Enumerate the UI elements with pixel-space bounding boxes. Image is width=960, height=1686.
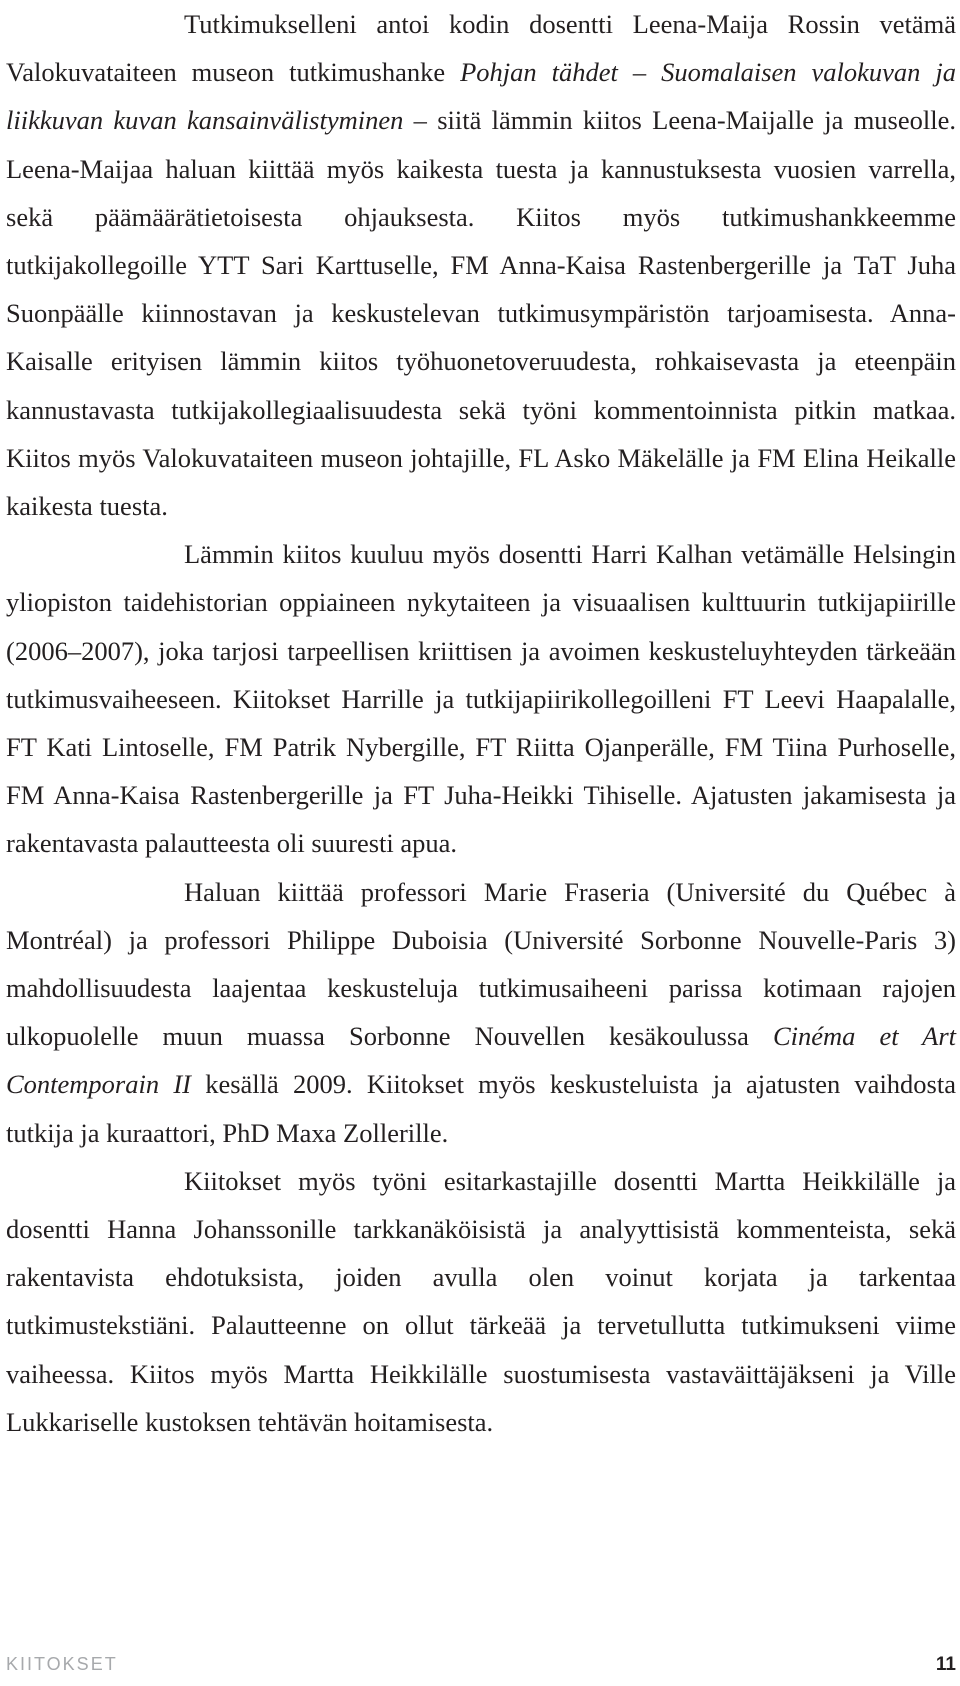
- paragraph-3-text-b: kesällä 2009. Kiitokset myös keskusteluista ja ajatusten vaihdosta tutkija ja kuraattori, PhD Maxa Zollerille.: [6, 1069, 956, 1148]
- page-body: [6, 0, 956, 1446]
- page-footer: [0, 1654, 960, 1682]
- paragraph-4: Kiitokset myös työni esitarkastajille dosentti Martta Heikkilälle ja dosentti Hanna Johanssonille tarkkanäköisistä ja analyyttisistä kommenteista, sekä rakentavista ehdotuksista, joiden avulla olen voinut korjata ja tarkentaa tutkimustekstiäni. Palautteenne on ollut tärkeää ja tervetullutta tutkimukseni viime vaiheessa. Kiitos myös Martta Heikkilälle suostumisesta vastaväittäjäkseni ja Ville Lukkariselle kustoksen tehtävän hoitamisesta.: [6, 1165, 956, 1437]
- page-number: 11: [935, 1654, 956, 1675]
- paragraph-3-text-a: Haluan kiittää professori Marie Fraseria (Université du Québec à Montréal) ja professori Philippe Duboisia (Université Sorbonne Nouvelle-Paris 3) mahdollisuudesta laajentaa keskusteluja tutkimusaiheeni parissa kotimaan rajojen ulkopuolelle muun muassa Sorbonne Nouvellen kesäkoulussa: [6, 876, 956, 1052]
- acknowledgements-text: [6, 0, 956, 1446]
- project-title-italic: Pohjan tähdet – Suomalaisen valokuvan ja liikkuvan kuvan kansainvälistyminen: [6, 57, 956, 136]
- paragraph-1-text-b: – siitä lämmin kiitos Leena-Maijalle ja museolle. Leena-Maijaa haluan kiittää myös kaikesta tuesta ja kannustuksesta vuosien varrella, sekä päämäärätietoisesta ohjauksesta. Kiitos myös tutkimushankkeemme tutkijakollegoille YTT Sari Karttuselle, FM Anna-Kaisa Rastenbergerille ja TaT Juha Suonpäälle kiinnostavan ja keskustelevan tutkimusympäristön tarjoamisesta. Anna-Kaisalle erityisen lämmin kiitos työhuonetoveruudesta, rohkaisevasta ja eteenpäin kannustavasta tutkijakollegiaalisuudesta sekä työni kommentoinnista pitkin matkaa. Kiitos myös Valokuvataiteen museon johtajille, FL Asko Mäkelälle ja FM Elina Heikalle kaikesta tuesta.: [6, 105, 956, 522]
- paragraph-1: [6, 0, 956, 530]
- running-head: KIITOKSET: [6, 1654, 118, 1674]
- paragraph-2: Lämmin kiitos kuuluu myös dosentti Harri Kalhan vetämälle Helsingin yliopiston taidehistorian oppiaineen nykytaiteen ja visuaalisen kulttuurin tutkijapiirille (2006–2007), joka tarjosi tarpeellisen kriittisen ja avoimen keskusteluyhteyden tärkeään tutkimusvaiheeseen. Kiitokset Harrille ja tutkijapiirikollegoilleni FT Leevi Haapalalle, FT Kati Lintoselle, FM Patrik Nybergille, FT Riitta Ojanperälle, FM Tiina Purhoselle, FM Anna-Kaisa Rastenbergerille ja FT Juha-Heikki Tihiselle. Ajatusten jakamisesta ja rakentavasta palautteesta oli suuresti apua.: [6, 539, 956, 859]
- summer-school-title-italic: Cinéma et Art Contemporain II: [6, 1021, 956, 1100]
- paragraph-1-text-a: Tutkimukselleni antoi kodin dosentti Leena-Maija Rossin vetämä Valokuvataiteen museon tutkimushanke: [6, 9, 956, 88]
- paragraph-3: [6, 868, 956, 1157]
